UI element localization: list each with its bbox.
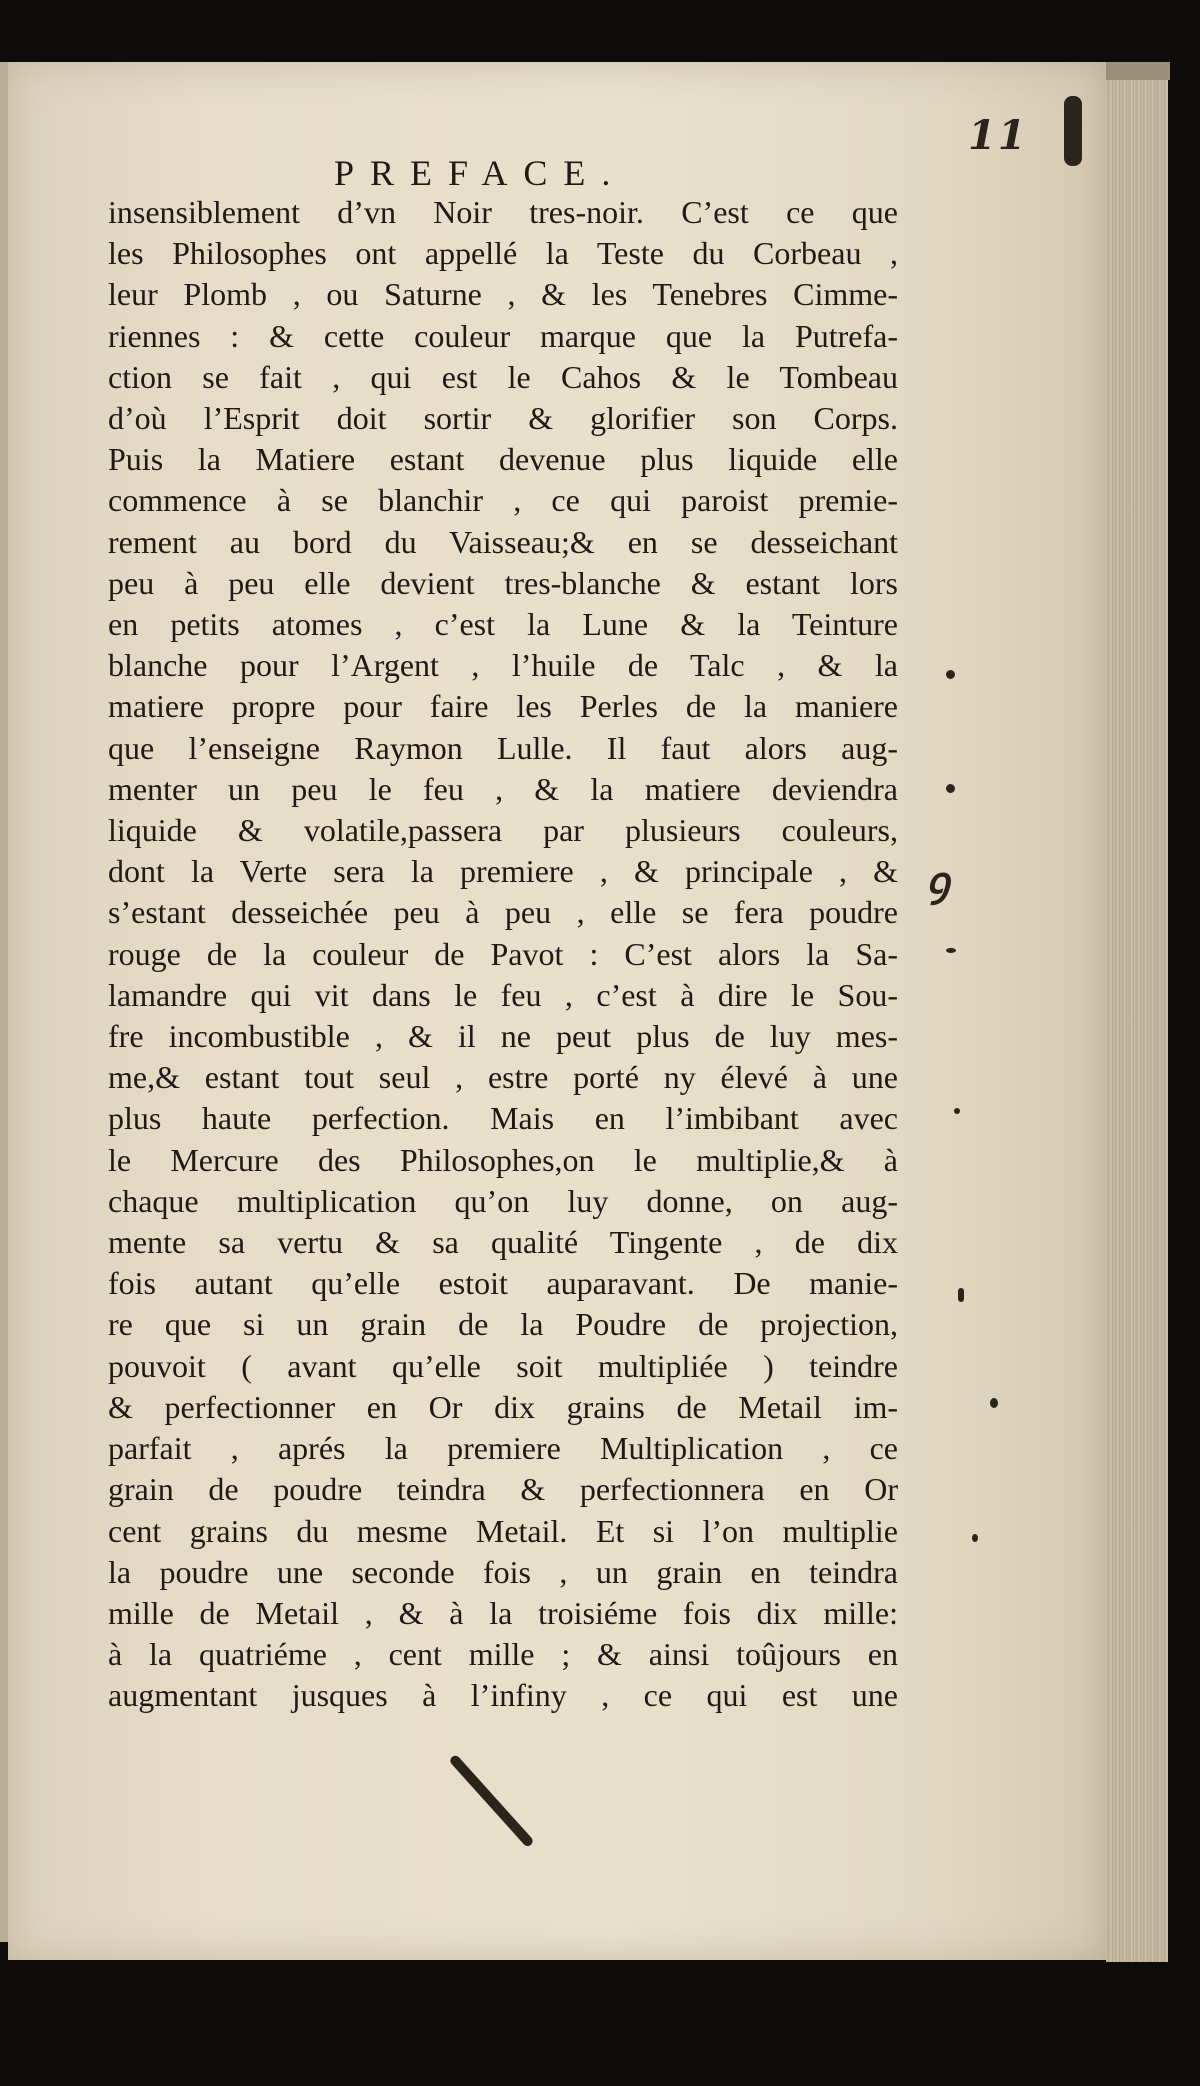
ink-speck bbox=[946, 784, 955, 793]
text-line: re que si un grain de la Poudre de projection, bbox=[108, 1306, 898, 1343]
text-line: le Mercure des Philosophes,on le multiplie,& à bbox=[108, 1141, 898, 1178]
text-line: augmentant jusques à l’infiny , ce qui est une bbox=[108, 1677, 898, 1714]
text-line: lamandre qui vit dans le feu , c’est à dire le Sou- bbox=[108, 976, 898, 1013]
text-line: d’où l’Esprit doit sortir & glorifier son Corps. bbox=[108, 400, 898, 437]
text-line: la poudre une seconde fois , un grain en teindra bbox=[108, 1553, 898, 1590]
text-line: dont la Verte sera la premiere , & principale , & bbox=[108, 853, 898, 890]
text-line: pouvoit ( avant qu’elle soit multipliée ) teindre bbox=[108, 1347, 898, 1384]
margin-glyph: ꝯ bbox=[926, 858, 950, 905]
text-line: fre incombustible , & il ne peut plus de luy mes- bbox=[108, 1018, 898, 1055]
text-line: s’estant desseichée peu à peu , elle se fera poudre bbox=[108, 894, 898, 931]
text-line: blanche pour l’Argent , l’huile de Talc , & la bbox=[108, 647, 898, 684]
text-line: chaque multiplication qu’on luy donne, on aug- bbox=[108, 1182, 898, 1219]
ink-speck bbox=[946, 948, 956, 953]
text-line: en petits atomes , c’est la Lune & la Teinture bbox=[108, 606, 898, 643]
folio-number: 11 bbox=[968, 112, 1028, 159]
text-line: rement au bord du Vaisseau;& en se desseichant bbox=[108, 523, 898, 560]
ink-speck bbox=[990, 1398, 998, 1408]
text-line: commence à se blanchir , ce qui paroist premie- bbox=[108, 482, 898, 519]
binding-edge bbox=[1106, 62, 1170, 80]
text-line: à la quatriéme , cent mille ; & ainsi toûjours en bbox=[108, 1636, 898, 1673]
text-line: Puis la Matiere estant devenue plus liquide elle bbox=[108, 441, 898, 478]
text-line: leur Plomb , ou Saturne , & les Tenebres Cimme- bbox=[108, 276, 898, 313]
text-line: les Philosophes ont appellé la Teste du Corbeau , bbox=[108, 235, 898, 272]
text-line: ction se fait , qui est le Cahos & le Tombeau bbox=[108, 358, 898, 395]
ink-speck bbox=[954, 1108, 960, 1114]
text-line: plus haute perfection. Mais en l’imbibant avec bbox=[108, 1100, 898, 1137]
text-line: parfait , aprés la premiere Multiplication , ce bbox=[108, 1430, 898, 1467]
text-line: menter un peu le feu , & la matiere deviendra bbox=[108, 770, 898, 807]
text-line: me,& estant tout seul , estre porté ny élevé à une bbox=[108, 1059, 898, 1096]
running-head: PREFACE. bbox=[334, 153, 627, 193]
text-line: peu à peu elle devient tres-blanche & estant lors bbox=[108, 564, 898, 601]
text-line: mille de Metail , & à la troisiéme fois dix mille: bbox=[108, 1594, 898, 1631]
text-line: fois autant qu’elle estoit auparavant. De manie- bbox=[108, 1265, 898, 1302]
text-line: matiere propre pour faire les Perles de la maniere bbox=[108, 688, 898, 725]
ink-speck bbox=[972, 1534, 978, 1542]
ink-speck bbox=[1064, 96, 1082, 166]
text-line: riennes : & cette couleur marque que la Putrefa- bbox=[108, 317, 898, 354]
body-text bbox=[108, 192, 898, 1717]
text-line: liquide & volatile,passera par plusieurs couleurs, bbox=[108, 812, 898, 849]
ink-speck bbox=[958, 1288, 964, 1302]
page-block-edges bbox=[1106, 62, 1168, 1962]
ink-speck bbox=[946, 670, 955, 679]
text-line: & perfectionner en Or dix grains de Metail im- bbox=[108, 1388, 898, 1425]
text-line: mente sa vertu & sa qualité Tingente , de dix bbox=[108, 1224, 898, 1261]
text-line: insensiblement d’vn Noir tres-noir. C’est ce que bbox=[108, 194, 898, 230]
text-line: rouge de la couleur de Pavot : C’est alors la Sa- bbox=[108, 935, 898, 972]
text-line: que l’enseigne Raymon Lulle. Il faut alors aug- bbox=[108, 729, 898, 766]
text-line: cent grains du mesme Metail. Et si l’on multiplie bbox=[108, 1512, 898, 1549]
text-line: grain de poudre teindra & perfectionnera en Or bbox=[108, 1471, 898, 1508]
